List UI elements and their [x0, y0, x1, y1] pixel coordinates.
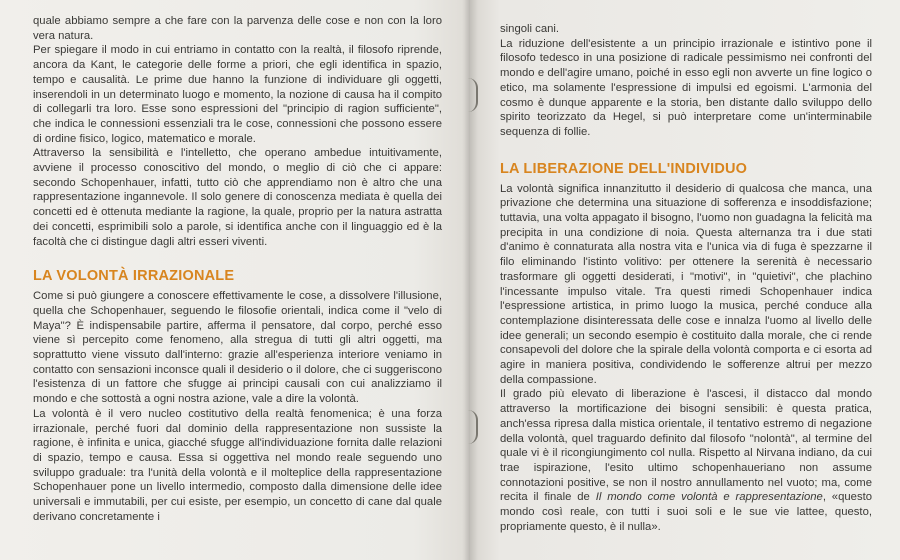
- left-paragraph-2: Per spiegare il modo in cui entriamo in contatto con la realtà, il filosofo riprende, ancora da Kant, le categorie delle forme a priori, che egli identifica in spazio, tempo e causalità. Le prime due hanno la funzione di individuare gli oggetti, inserendoli in un determinato luogo e momento, la nozione di causa ha il compito di collegarli tra loro. Esse sono espressioni del "principio di ragion sufficiente", che indica le connessioni essenziali tra le cose, connessioni che possono essere di ordine fisico, logico, matematico e morale.: [33, 44, 442, 145]
- left-paragraph-4: Come si può giungere a conoscere effettivamente le cose, a dissolvere l'illusione, quella che Schopenhauer, seguendo le filosofie orientali, indica come il "velo di Maya"? È indispensabile partire, afferma il pensatore, dal corpo, perché esso viene sì percepito come fenomeno, alla stregua di tutti gli altri oggetti, ma soprattutto viene vissuto dall'interno: grazie all'esperienza interiore veniamo in contatto con sensazioni inconsce quali il desiderio o il dolore, che ci suggeriscono l'esistenza di un fattore che sfugge ai principi causali con cui analizziamo il mondo e che sottostà a ogni nostra azione, vale a dire la volontà.: [33, 290, 442, 406]
- right-paragraph-4: [500, 387, 872, 534]
- staple-top: [462, 78, 478, 112]
- right-paragraph-1: singoli cani.: [500, 23, 560, 35]
- staple-bottom: [462, 410, 478, 444]
- right-paragraph-2: La riduzione dell'esistente a un principio irrazionale e istintivo pone il filosofo tedesco in una posizione di radicale pessimismo nei confronti del mondo e dell'agire umano, poiché in esso egli non avverte un fine logico o etico, ma solamente l'espressione di impulsi ed egoismi. L'armonia del cosmo è dunque apparente e la storia, ben distante dallo sviluppo dello spirito teorizzato da Hegel, si può interpretare come un'interminabile sequenza di follie.: [500, 37, 872, 138]
- right-paragraph-3: La volontà significa innanzitutto il desiderio di qualcosa che manca, una privazione che determina una situazione di sofferenza e insoddisfazione; tuttavia, una volta appagato il bisogno, l'uomo non guadagna la felicità ma precipita in una condizione di noia. Questa alternanza tra i due stati d'animo è connaturata alla nostra vita e l'unica via di fuga è spezzarne il filo eliminando l'istinto volitivo: per ottenere la serenità è necessario trasformare gli oggetti desiderati, i "motivi", in "quietivi", che plachino l'incessante impulso vitale. Tra questi rimedi Schopenhauer indica l'espressione artistica, in primo luogo la musica, perché conduce alla contemplazione disinteressata delle cose e innalza l'uomo al livello delle idee generali; un secondo esempio è costituito dalla morale, che ci rende consapevoli del dolore che la spirale della volontà comporta e ci esorta ad agire in maniera positiva, condividendo le sofferenze altrui per mezzo della compassione.: [500, 182, 872, 386]
- right-page: [470, 0, 900, 560]
- section-heading-liberazione: LA LIBERAZIONE DELL'INDIVIDUO: [500, 160, 748, 177]
- right-paragraph-4-end: , «questo mondo così reale, con tutti i suoi soli e le sue vie lattee, questo, propriamente questo, è il nulla».: [500, 491, 873, 533]
- left-paragraph-3: Attraverso la sensibilità e l'intelletto, che operano ambedue intuitivamente, avviene il processo conoscitivo del mondo, o meglio di ciò che ci appare: secondo Schopenhauer, infatti, tutto ciò che apprendiamo non è altro che una rappresentazione ingannevole. Il solo genere di conoscenza mediata è quella dei concetti ed è ottenuta mediante la ragione, la quale, proprio per la natura astratta dei concetti, esprimibili solo a parole, si identifica anche con il linguaggio ed è la facoltà che ci distingue dagli altri esseri viventi.: [33, 147, 442, 248]
- book-title-italic: Il mondo come volontà e rappresentazione: [595, 491, 823, 504]
- right-paragraph-4-text: Il grado più elevato di liberazione è l'ascesi, il distacco dal mondo attraverso la mortificazione dei bisogni sensibili: è questa pratica, anch'essa ripresa dalla mistica orientale, il tentativo estremo di negazione della volontà, quel traguardo definito dal filosofo "nolontà", al termine del quale vi è il ricongiungimento col nulla. Rispetto al Nirvana indiano, da cui trae ispirazione, l'esito ultimo schopenhaueriano non assume connotazioni positive, se non il nostro annullamento nel vuoto; ma, come recita il finale de: [500, 388, 872, 504]
- section-heading-volonta: LA VOLONTÀ IRRAZIONALE: [33, 268, 235, 285]
- left-paragraph-5: La volontà è il vero nucleo costitutivo della realtà fenomenica; è una forza irrazionale, perché fuori dal dominio della rappresentazione non sussiste la ragione, è infinita e unica, giacché sfugge all'individuazione fornita dalle relazioni di spazio, tempo e causa. Essa si oggettiva nel mondo reale seguendo uno sviluppo graduale: tra l'unità della volontà e il molteplice della rappresentazione Schopenhauer pone un livello intermedio, composto dalla dimensione delle idee universali e immutabili, per cui esiste, per esempio, un concetto di cane dal quale derivano concretamente i: [33, 407, 442, 523]
- left-paragraph-1: quale abbiamo sempre a che fare con la parvenza delle cose e non con la loro vera natura.: [33, 15, 442, 42]
